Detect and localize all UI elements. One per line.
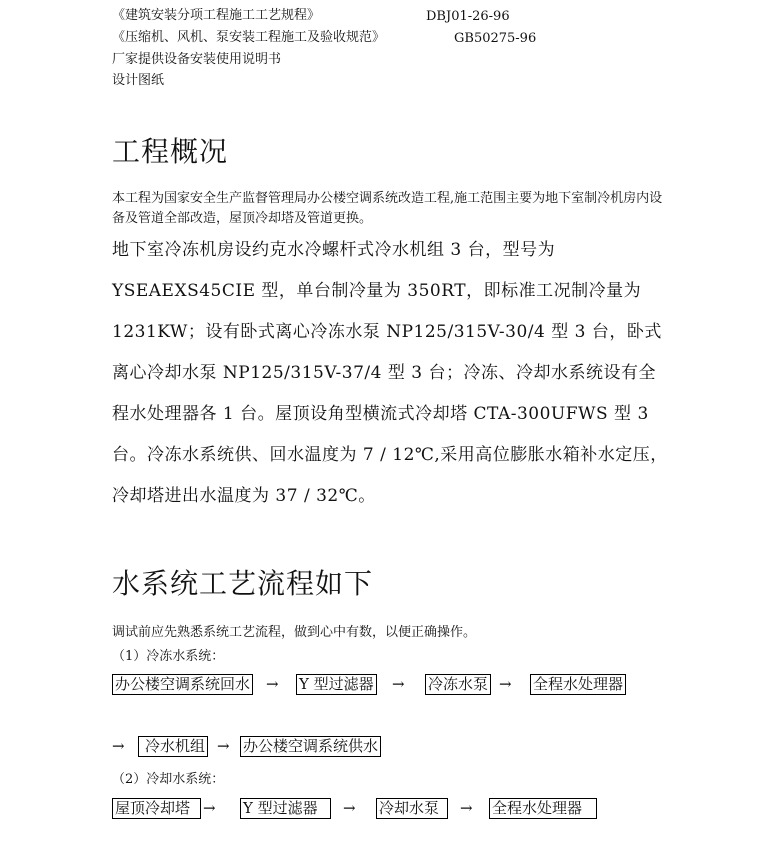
arrow-icon: →	[499, 675, 512, 693]
reference-code: DBJ01-26-96	[426, 9, 510, 24]
flow-box: Y 型过滤器	[240, 798, 331, 819]
subsection-label: （2）冷却水系统：	[112, 772, 225, 787]
flow-box: 冷水机组	[138, 736, 208, 757]
flow-box: Y 型过滤器	[296, 674, 377, 695]
reference-line: 《压缩机、风机、泵安装工程施工及验收规范》	[112, 30, 386, 45]
arrow-icon: →	[392, 675, 405, 693]
flow-box: 全程水处理器	[489, 798, 597, 819]
reference-code: GB50275-96	[454, 31, 537, 46]
section-heading: 水系统工艺流程如下	[112, 567, 374, 600]
flow-box: 全程水处理器	[530, 674, 626, 695]
flow-box: 冷冻水泵	[425, 674, 491, 695]
arrow-icon: →	[343, 799, 356, 817]
reference-line: 厂家提供设备安装使用说明书	[112, 52, 282, 67]
flow-box: 办公楼空调系统供水	[240, 736, 381, 757]
arrow-icon: →	[112, 737, 125, 755]
arrow-icon: →	[203, 799, 216, 817]
subsection-label: （1）冷冻水系统：	[112, 649, 225, 664]
section-body: 地下室冷冻机房设约克水冷螺杆式冷水机组 3 台，型号为YSEAEXS45CIE 型，单台制冷量为 350RT，即标准工况制冷量为 1231KW；设有卧式离心冷冻水泵 NP125/315V-30/4 型 3 台，卧式离心冷却水泵 NP125/315V-37/4 型 3 台；冷冻、冷却水系统设有全程水处理器各 1 台。屋顶设角型横流式冷却塔 CTA-300UFWS 型 3 台。冷冻水系统供、回水温度为 7 / 12℃,采用高位膨胀水箱补水定压，冷却塔进出水温度为 37 / 32℃。	[112, 240, 668, 506]
section-intro: 调试前应先熟悉系统工艺流程，做到心中有数，以便正确操作。	[112, 625, 477, 640]
flow-box: 屋顶冷却塔	[112, 798, 201, 819]
section-heading: 工程概况	[112, 135, 229, 168]
flow-box: 冷却水泵	[376, 798, 448, 819]
reference-line: 设计图纸	[112, 73, 165, 88]
arrow-icon: →	[460, 799, 473, 817]
flow-box: 办公楼空调系统回水	[112, 674, 253, 695]
section-intro: 本工程为国家安全生产监督管理局办公楼空调系统改造工程,施工范围主要为地下室制冷机房内设备及管道全部改造，屋顶冷却塔及管道更换。	[112, 191, 663, 226]
reference-line: 《建筑安装分项工程施工工艺规程》	[112, 8, 321, 23]
arrow-icon: →	[266, 675, 279, 693]
arrow-icon: →	[217, 737, 230, 755]
